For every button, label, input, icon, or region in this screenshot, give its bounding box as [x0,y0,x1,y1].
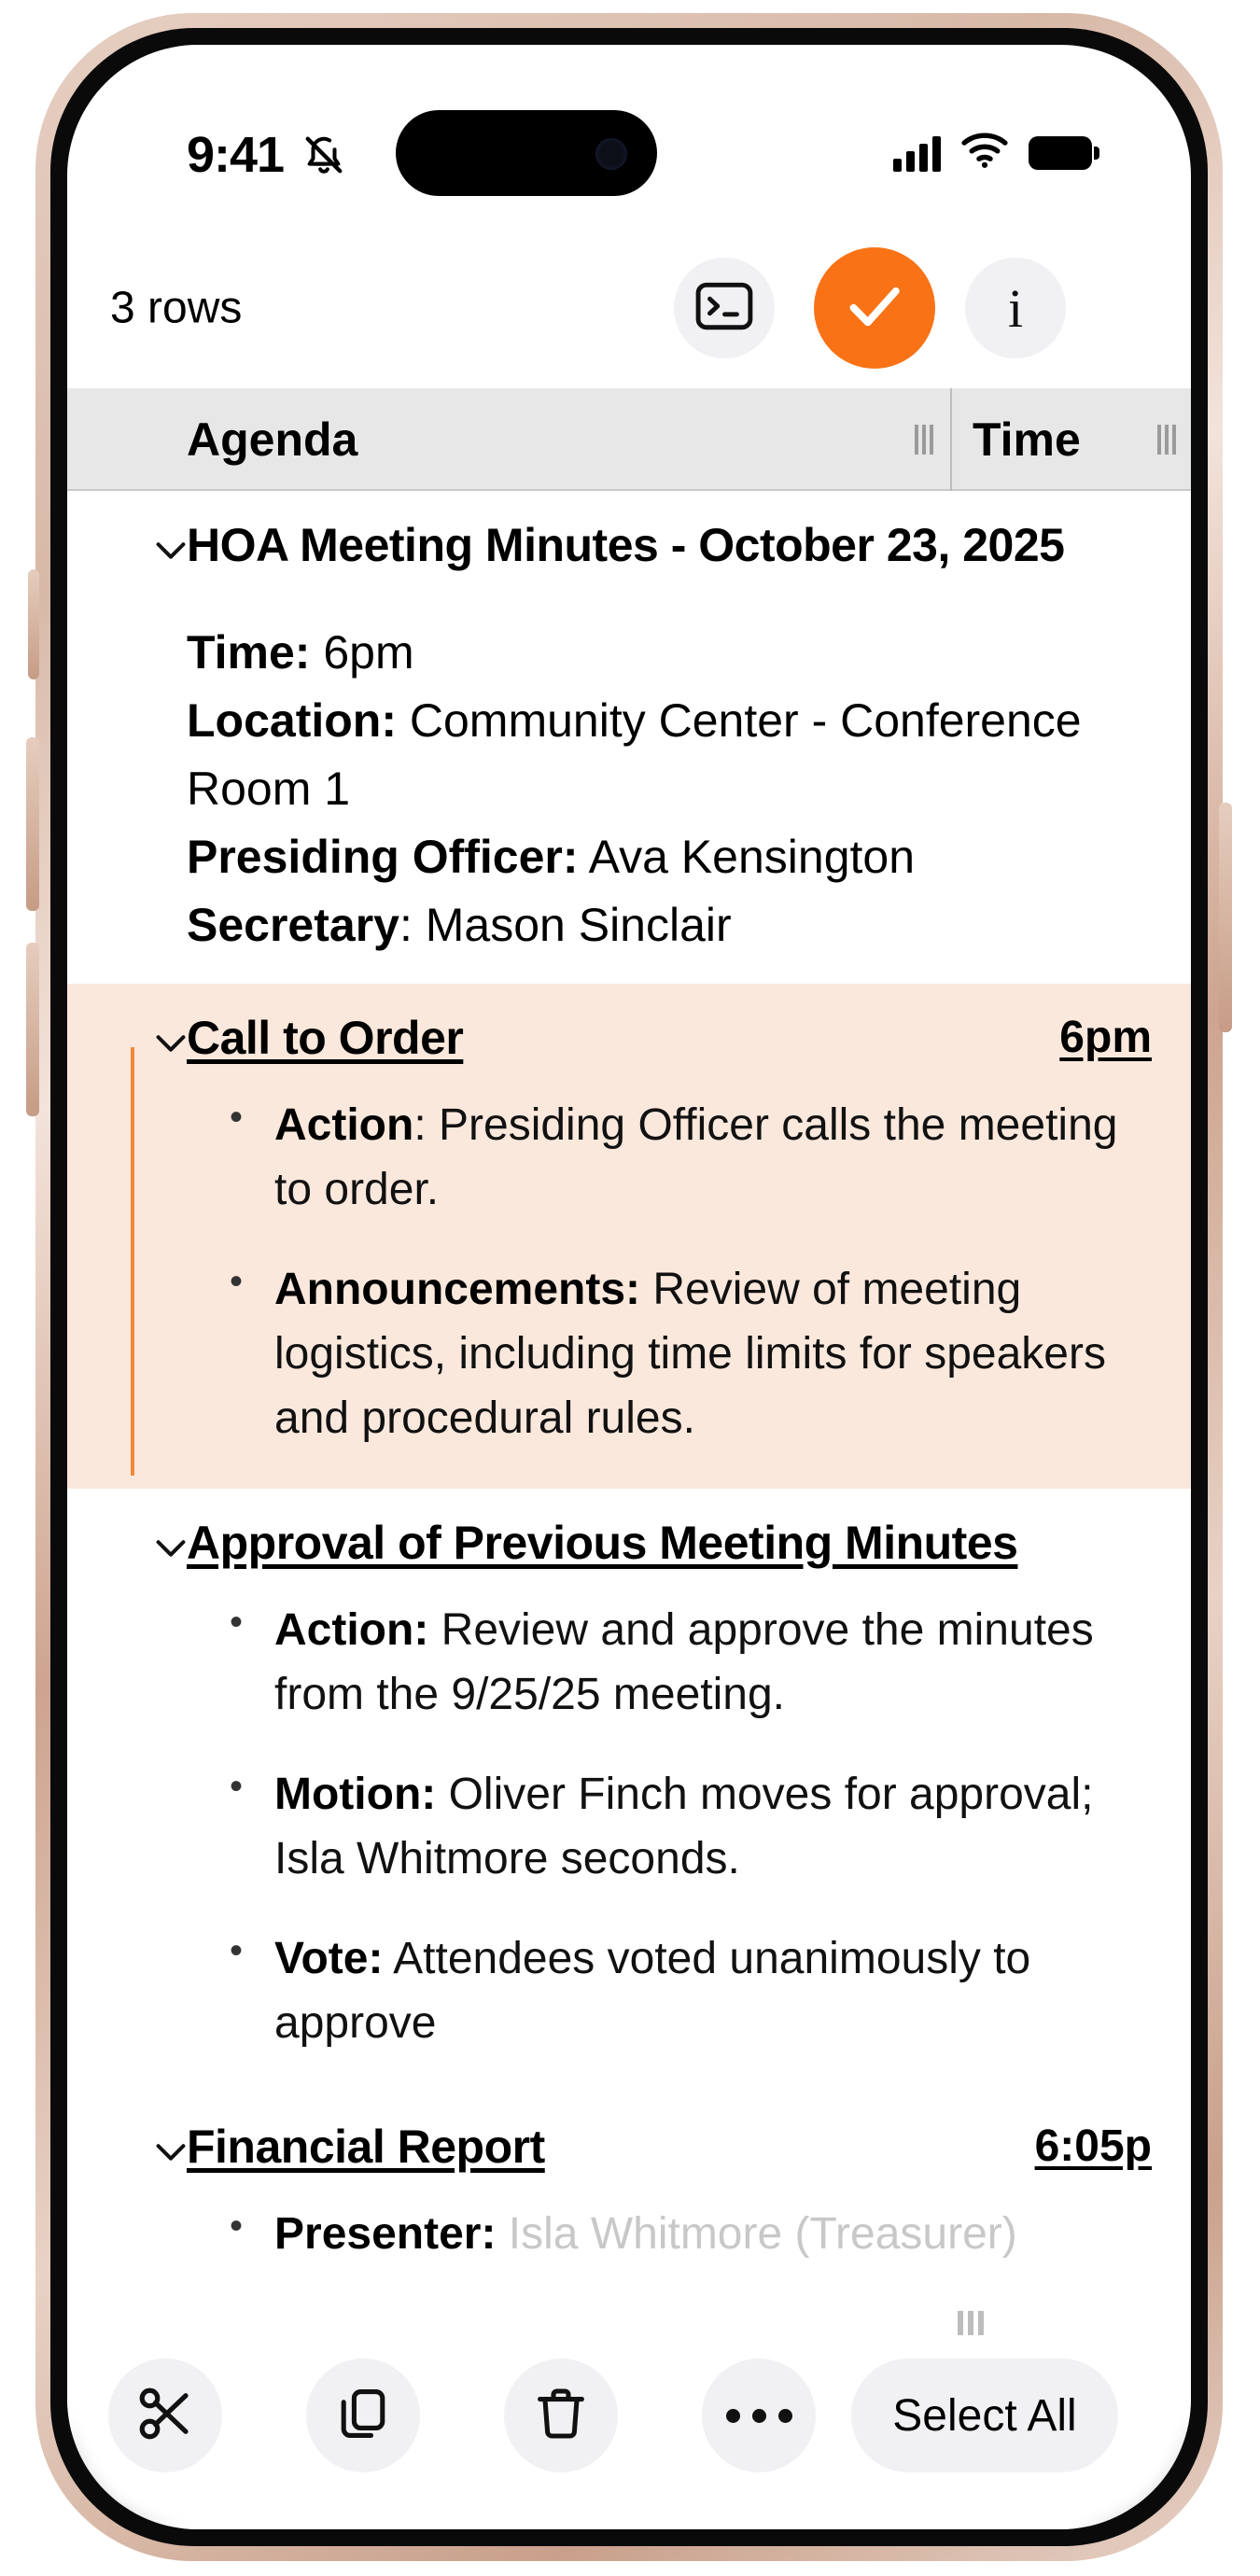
row-meta [187,619,1154,959]
column-header-agenda-label: Agenda [187,413,358,466]
duplicate-icon [333,2384,393,2448]
row-bullet-list [67,1093,1191,1489]
row-title: HOA Meeting Minutes - October 23, 2025 [187,519,1065,571]
chevron-down-icon[interactable] [149,2130,187,2167]
status-time: 9:41 [187,127,285,183]
power-button[interactable] [1219,803,1232,1032]
row-bullet-list [67,2202,1191,2302]
bullet-value: Attendees voted unanimously to approve [274,1933,1031,2049]
bullet-label: Vote: [274,1933,384,1983]
row-title[interactable]: Approval of Previous Meeting Minutes [187,1516,1018,1569]
ellipsis-icon [726,2409,792,2423]
row-content [67,984,1191,1093]
confirm-button[interactable] [814,247,935,369]
bullet-label: Action: [274,1604,429,1655]
column-header-agenda[interactable] [67,388,948,491]
bullet-value: Isla Whitmore (Treasurer) [496,2209,1017,2260]
list-item [226,1598,1139,1727]
chevron-down-icon[interactable] [149,528,187,566]
column-header-time[interactable] [950,388,1191,491]
meta-value: : Mason Sinclair [399,899,732,951]
row-content [67,2093,1191,2202]
silent-switch[interactable] [28,569,39,679]
cut-button[interactable] [108,2359,222,2472]
meta-label: Presiding Officer: [187,831,579,883]
column-header-time-label: Time [973,413,1081,466]
list-item [226,1093,1139,1222]
bullet-label: Motion: [274,1769,437,1819]
bullet-value: Oliver Finch moves for approval; Isla Whitmore seconds. [274,1769,1094,1883]
bullet-value: Review of meeting logistics, including time limits for speakers and procedural rules. [274,1265,1106,1444]
table-row[interactable] [67,984,1191,1489]
bullet-value: Review and approve the minutes from the 9/25/25 meeting. [274,1604,1094,1719]
chevron-down-icon[interactable] [149,1021,187,1058]
meta-value: Ava Kensington [578,831,916,883]
meta-value: Community Center - Conference Room 1 [187,694,1082,815]
table-header [67,388,1191,491]
bullet-value: : Presiding Officer calls the meeting to order. [274,1100,1118,1215]
column-resize-handle[interactable] [915,425,933,455]
meta-label: Time: [187,626,311,679]
row-time: 6:05p [1034,2121,1152,2172]
table-body[interactable] [67,491,1191,2302]
drag-handle[interactable] [958,2311,984,2335]
status-bar [67,45,1191,228]
more-options-button[interactable] [702,2359,816,2472]
info-button[interactable] [965,258,1066,358]
phone-screen [67,45,1191,2529]
bottom-action-bar [67,2302,1191,2529]
front-camera-icon [595,138,627,170]
row-content [67,1489,1191,1598]
bell-slash-icon [302,133,345,176]
list-item [226,2202,1139,2266]
battery-full-icon [1029,136,1092,170]
row-title[interactable]: Financial Report [187,2121,545,2174]
table-row[interactable] [67,1489,1191,2093]
select-all-label: Select All [892,2390,1077,2441]
terminal-button[interactable] [674,258,775,358]
chevron-down-icon[interactable] [149,1526,187,1563]
row-bullet-list [67,1598,1191,2093]
list-item [226,1257,1139,1450]
row-accent-bar [131,1047,134,1476]
row-time: 6pm [1059,1013,1152,1062]
delete-button[interactable] [504,2359,618,2472]
trash-icon [531,2384,591,2448]
volume-up-button[interactable] [26,737,39,911]
row-title[interactable]: Call to Order [187,1012,464,1064]
meta-label: Location: [187,694,397,747]
meta-label: Secretary [187,899,399,951]
table-row[interactable] [67,2093,1191,2302]
info-icon: i [1007,277,1024,339]
bullet-label: Announcements: [274,1265,641,1315]
cellular-bars-icon [893,134,941,172]
app-toolbar [67,228,1191,388]
row-count-label: 3 rows [110,283,243,333]
status-indicators [893,133,1092,173]
bullet-label: Action [274,1100,414,1150]
copy-button[interactable] [306,2359,420,2472]
volume-down-button[interactable] [26,943,39,1116]
bullet-label: Presenter: [274,2209,497,2260]
checkmark-icon [841,273,908,344]
select-all-button[interactable] [851,2359,1118,2472]
meta-value: 6pm [310,626,414,679]
scissors-icon [134,2383,196,2449]
table-row[interactable] [67,491,1191,984]
column-resize-handle[interactable] [1157,425,1176,455]
wifi-icon [961,133,1008,173]
list-item [226,1926,1139,2055]
terminal-icon [695,282,753,335]
row-content [67,491,1191,984]
list-item [226,1762,1139,1891]
